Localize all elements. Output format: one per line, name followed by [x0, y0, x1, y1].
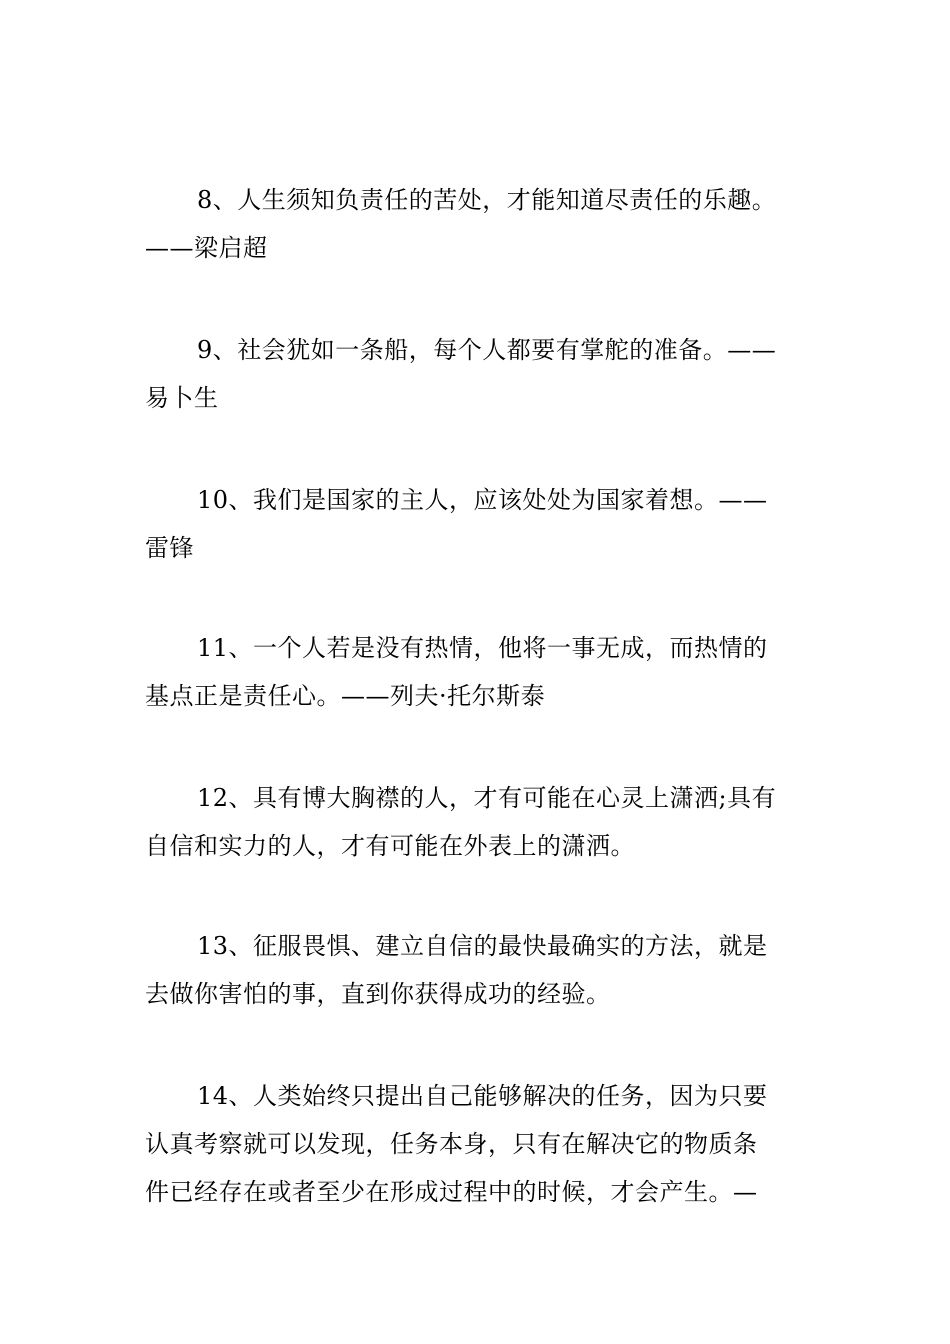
- quote-10: [145, 476, 810, 572]
- quote-line: 12、具有博大胸襟的人，才有可能在心灵上潇洒;具有: [197, 784, 777, 812]
- quote-line: 9、社会犹如一条船，每个人都要有掌舵的准备。——: [197, 336, 777, 364]
- quote-8: [145, 176, 810, 272]
- quote-line: 基点正是责任心。——列夫·托尔斯泰: [145, 682, 546, 710]
- quote-line: 11、一个人若是没有热情，他将一事无成，而热情的: [197, 634, 768, 662]
- quote-line: ——梁启超: [145, 234, 268, 262]
- quote-9: [145, 326, 810, 422]
- quote-line: 10、我们是国家的主人，应该处处为国家着想。——: [197, 486, 768, 514]
- quote-line: 雷锋: [145, 534, 194, 562]
- quote-line: 8、人生须知负责任的苦处，才能知道尽责任的乐趣。: [197, 186, 777, 214]
- quote-line: 去做你害怕的事，直到你获得成功的经验。: [145, 980, 611, 1008]
- quote-13: [145, 922, 810, 1018]
- quote-line: 13、征服畏惧、建立自信的最快最确实的方法，就是: [197, 932, 768, 960]
- quote-line: 14、人类始终只提出自己能够解决的任务，因为只要: [197, 1082, 768, 1110]
- quote-11: [145, 624, 810, 720]
- quote-12: [145, 774, 810, 870]
- quote-line: 件已经存在或者至少在形成过程中的时候，才会产生。—: [145, 1178, 758, 1206]
- quote-14: [145, 1072, 810, 1216]
- quote-line: 易卜生: [145, 384, 219, 412]
- quote-line: 认真考察就可以发现，任务本身，只有在解决它的物质条: [145, 1130, 758, 1158]
- quote-line: 自信和实力的人，才有可能在外表上的潇洒。: [145, 832, 635, 860]
